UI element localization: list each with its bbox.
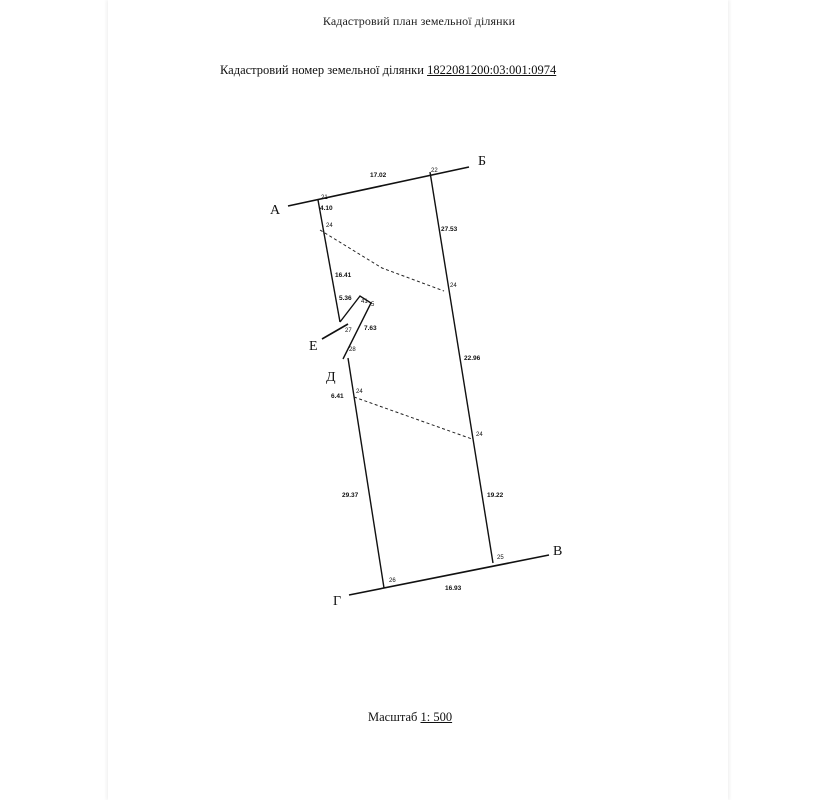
corner-label-b: Б <box>478 154 487 169</box>
corner-label-g: Г <box>333 594 342 609</box>
dimension-left-lower: 29.37 <box>342 492 359 499</box>
scale-line <box>368 710 452 725</box>
scale-value: 1: 500 <box>420 710 453 724</box>
boundary-right-line <box>430 172 493 563</box>
corner-label-e: Е <box>309 339 318 354</box>
dimension-left-top: 4.10 <box>320 205 333 212</box>
point-number: 24 <box>326 223 333 229</box>
dimension-top: 17.02 <box>370 172 387 179</box>
point-number: 27 <box>345 328 352 334</box>
point-number: 41 <box>361 299 368 305</box>
point-number: 24 <box>356 389 363 395</box>
point-number: 24 <box>476 432 483 438</box>
boundary-left-upper-line <box>318 200 340 322</box>
internal-boundary-lower <box>354 397 472 439</box>
dimension-bottom: 16.93 <box>445 585 462 592</box>
point-number: 25 <box>497 555 504 561</box>
dimension-right-lower: 19.22 <box>487 492 504 499</box>
point-number: 24 <box>450 283 457 289</box>
point-number: 5 <box>371 302 375 308</box>
point-number: 28 <box>349 347 356 353</box>
scale-label: Масштаб <box>368 710 418 724</box>
point-number: 26 <box>389 578 396 584</box>
dimension-notch-a: 5.36 <box>339 295 352 302</box>
boundary-left-lower-line <box>348 358 384 588</box>
point-number: 22 <box>431 168 438 174</box>
cadastral-number: 1822081200:03:001:0974 <box>427 63 557 77</box>
corner-label-d: Д <box>326 370 336 385</box>
internal-boundary-upper <box>320 230 444 291</box>
corner-label-v: В <box>553 544 563 559</box>
dimension-right-middle: 22.96 <box>464 355 481 362</box>
cadastral-label: Кадастровий номер земельної ділянки <box>220 63 424 77</box>
dimension-right-upper: 27.53 <box>441 226 458 233</box>
dimension-left-lower-short: 6.41 <box>331 393 344 400</box>
page-title: Кадастровий план земельної ділянки <box>322 14 516 28</box>
dimension-notch-b: 7.63 <box>364 325 377 332</box>
corner-label-a: А <box>270 203 281 218</box>
dimension-left-upper: 16.41 <box>335 272 352 279</box>
point-number: 21 <box>321 195 328 201</box>
